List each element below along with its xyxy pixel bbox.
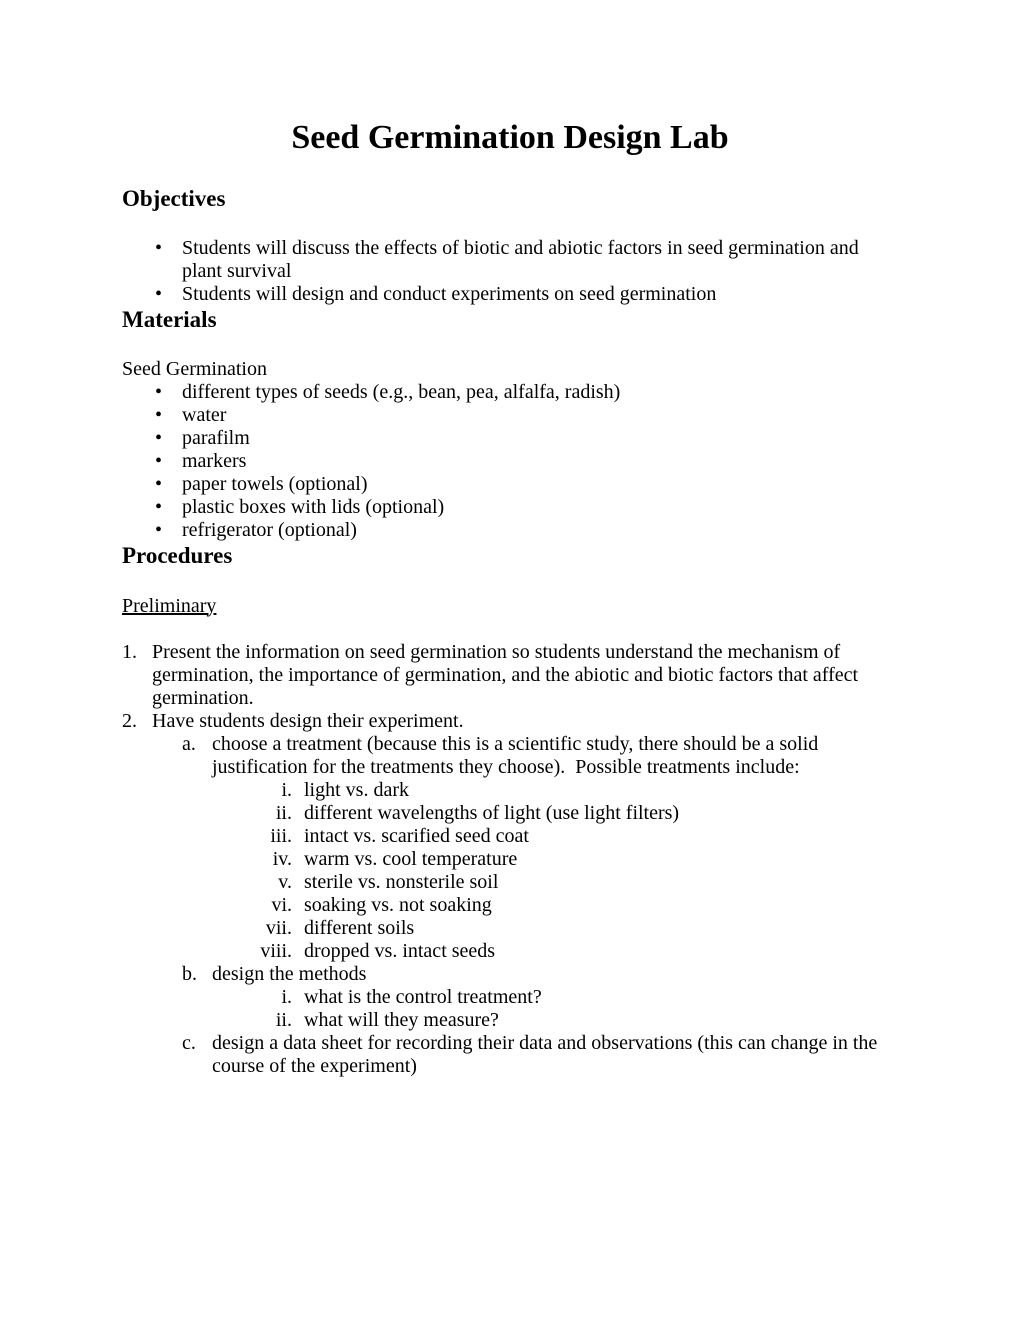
roman-text: light vs. dark xyxy=(304,778,409,801)
materials-subheading: Seed Germination xyxy=(122,357,267,380)
treatment-item xyxy=(122,802,898,825)
list-item-text: Students will discuss the effects of biotic and abiotic factors in seed germination and plant survival xyxy=(182,237,859,283)
list-item xyxy=(122,381,898,404)
roman-marker: ii. xyxy=(275,801,292,824)
substep-text: choose a treatment (because this is a scientific study, there should be a solid justification for the treatments they choose). Possible treatments include: xyxy=(212,732,824,778)
procedure-step xyxy=(122,641,898,710)
procedures-heading: Procedures xyxy=(122,542,233,568)
substep-text: design the methods xyxy=(212,962,367,985)
roman-marker: vii. xyxy=(265,916,292,939)
list-item-text: plastic boxes with lids (optional) xyxy=(182,495,445,518)
roman-text: sterile vs. nonsterile soil xyxy=(304,870,499,893)
list-item-text: parafilm xyxy=(182,426,250,449)
roman-text: dropped vs. intact seeds xyxy=(304,939,496,962)
roman-marker: iii. xyxy=(270,824,292,847)
list-item xyxy=(122,450,898,473)
list-item-text: water xyxy=(182,403,227,426)
list-item-text: Students will design and conduct experiments on seed germination xyxy=(182,283,717,306)
list-item xyxy=(122,237,898,283)
objectives-list xyxy=(122,237,898,306)
treatment-item xyxy=(122,825,898,848)
substep-text: design a data sheet for recording their data and observations (this can change in the course of the experiment) xyxy=(212,1031,883,1077)
roman-text: warm vs. cool temperature xyxy=(304,847,518,870)
objectives-heading: Objectives xyxy=(122,185,226,211)
roman-marker: v. xyxy=(278,870,292,893)
roman-text: intact vs. scarified seed coat xyxy=(304,824,529,847)
page-title: Seed Germination Design Lab xyxy=(291,119,729,156)
treatment-item xyxy=(122,848,898,871)
step-text: Present the information on seed germination so students understand the mechanism of germination, the importance of germination, and the abiotic and biotic factors that affect germination. xyxy=(152,640,859,709)
procedure-substep xyxy=(182,733,898,779)
procedure-substep xyxy=(182,1032,898,1078)
procedure-substep xyxy=(182,963,898,986)
roman-marker: i. xyxy=(281,985,292,1008)
substep-marker: c. xyxy=(182,1031,196,1054)
roman-text: what will they measure? xyxy=(304,1008,499,1031)
treatment-item xyxy=(122,917,898,940)
step-marker: 2. xyxy=(122,709,137,732)
method-question-item xyxy=(122,986,898,1009)
list-item-text: markers xyxy=(182,449,247,472)
roman-marker: vi. xyxy=(271,893,292,916)
roman-marker: ii. xyxy=(275,1008,292,1031)
materials-heading: Materials xyxy=(122,307,217,333)
roman-text: soaking vs. not soaking xyxy=(304,893,492,916)
list-item xyxy=(122,496,898,519)
list-item xyxy=(122,519,898,542)
materials-list xyxy=(122,381,898,542)
treatment-item xyxy=(122,871,898,894)
list-item-text: paper towels (optional) xyxy=(182,472,368,495)
substep-marker: a. xyxy=(182,732,196,755)
list-item-text: refrigerator (optional) xyxy=(182,518,357,541)
list-item xyxy=(122,473,898,496)
method-question-item xyxy=(122,1009,898,1032)
list-item xyxy=(122,427,898,450)
step-text: Have students design their experiment. xyxy=(152,709,464,732)
roman-text: different wavelengths of light (use light filters) xyxy=(304,801,680,824)
list-item-text: different types of seeds (e.g., bean, pea, alfalfa, radish) xyxy=(182,380,621,403)
roman-marker: viii. xyxy=(260,939,292,962)
substep-marker: b. xyxy=(182,962,197,985)
procedures-subheading: Preliminary xyxy=(122,594,217,617)
treatment-item xyxy=(122,894,898,917)
list-item xyxy=(122,404,898,427)
roman-text: different soils xyxy=(304,916,415,939)
step-marker: 1. xyxy=(122,640,137,663)
roman-marker: i. xyxy=(281,778,292,801)
treatment-item xyxy=(122,779,898,802)
treatment-item xyxy=(122,940,898,963)
list-item xyxy=(122,283,898,306)
procedure-step xyxy=(122,710,898,733)
roman-text: what is the control treatment? xyxy=(304,985,542,1008)
roman-marker: iv. xyxy=(272,847,292,870)
